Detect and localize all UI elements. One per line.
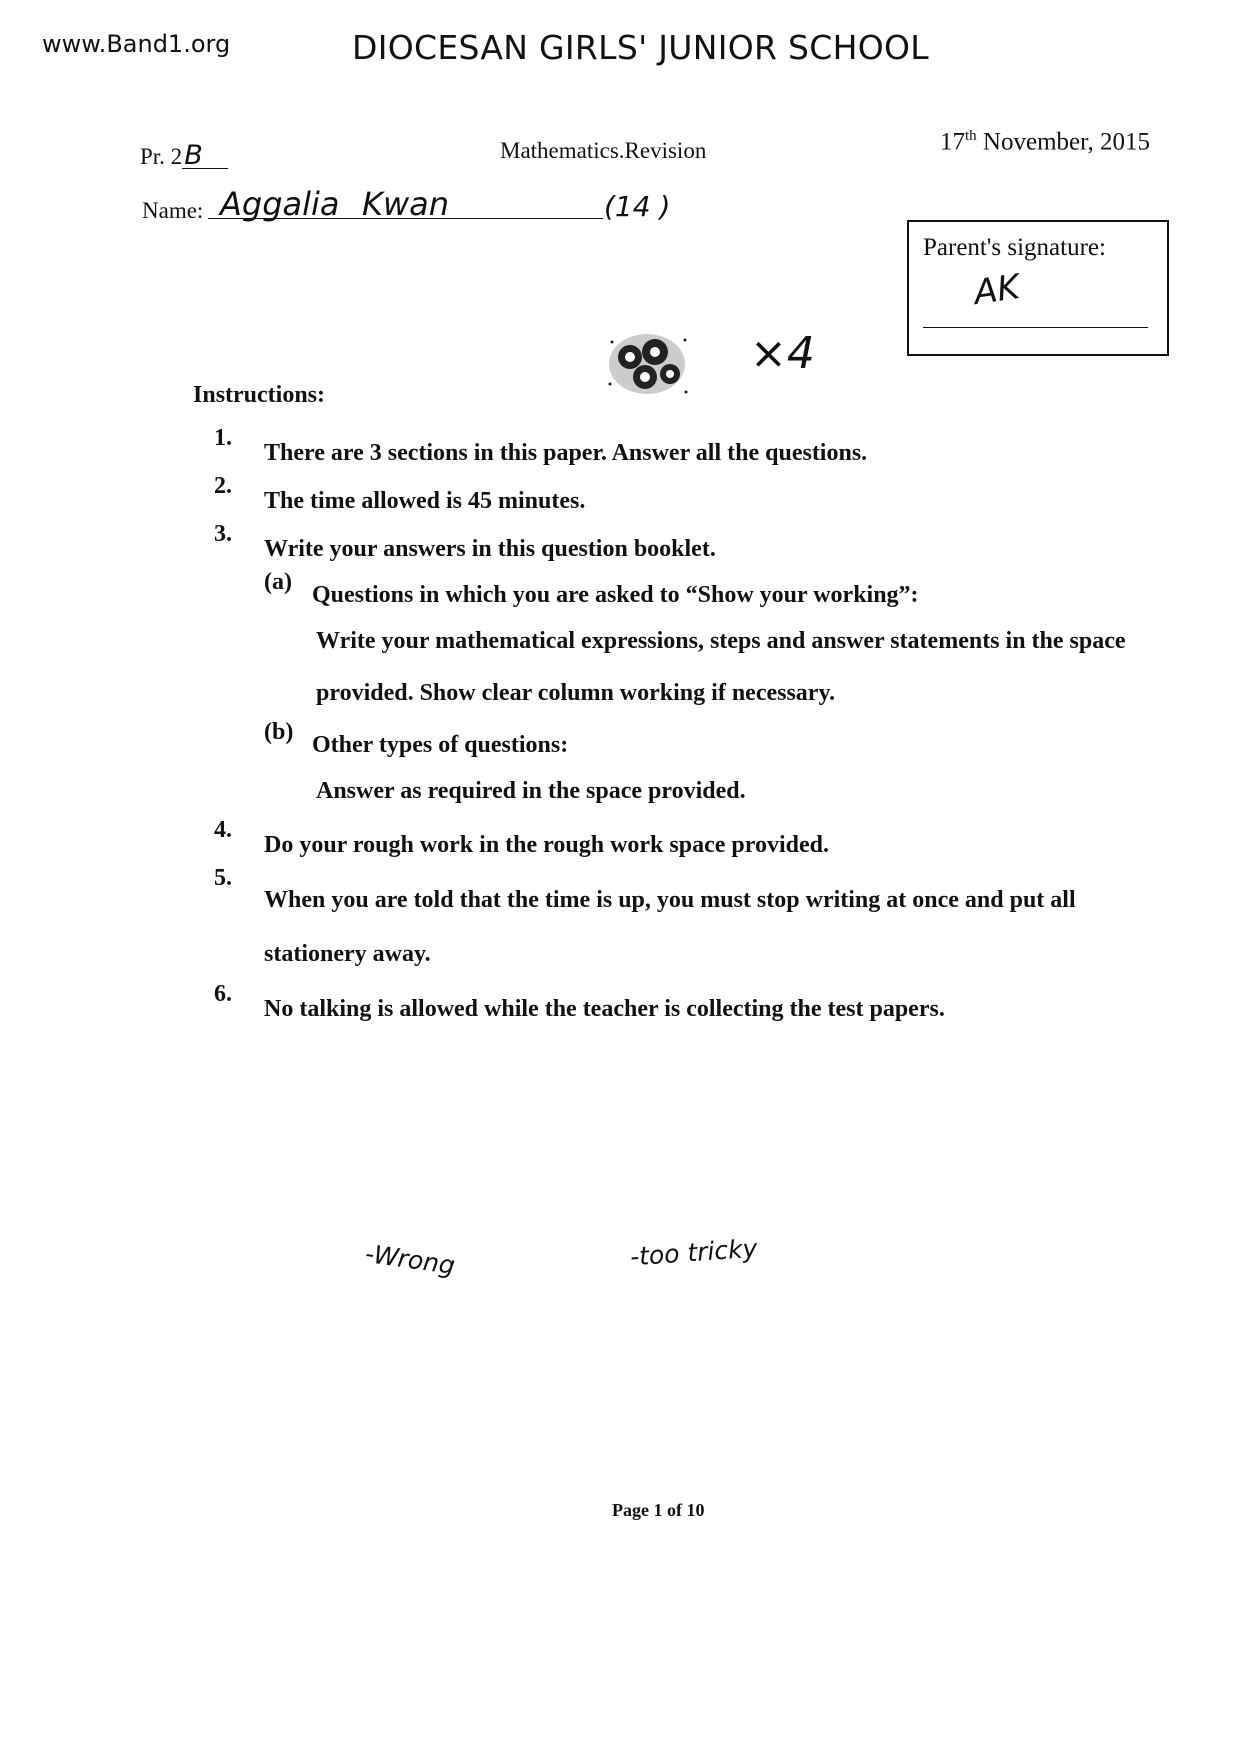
sub-instruction-detail: Answer as required in the space provided. — [316, 778, 746, 804]
instructions-title: Instructions: — [193, 382, 326, 408]
class-number: (14 ) — [604, 190, 671, 223]
sticker-stamp-icon — [600, 322, 695, 404]
instruction-number: 4. — [214, 817, 232, 843]
instruction-text: Do your rough work in the rough work space provided. — [264, 832, 829, 858]
date-suffix: th — [965, 128, 977, 144]
sub-instruction-letter: (b) — [264, 719, 294, 745]
sub-instruction-text: Other types of questions: — [312, 732, 569, 758]
site-watermark: www.Band1.org — [42, 30, 231, 58]
instruction-text: There are 3 sections in this paper. Answer all the questions. — [264, 440, 868, 466]
instruction-item — [214, 521, 1174, 817]
class-label: Pr. 2 — [140, 144, 183, 169]
instruction-number: 2. — [214, 473, 232, 499]
instruction-number: 3. — [214, 521, 232, 547]
instruction-item — [214, 981, 1174, 1029]
instruction-item — [214, 817, 1174, 865]
handwritten-note-wrong: -Wrong — [363, 1238, 457, 1281]
signature-title: Parent's signature: — [923, 234, 1106, 261]
class-value: B — [182, 144, 228, 169]
student-first-name: Aggalia — [220, 185, 340, 223]
date-day: 17 — [940, 128, 965, 156]
instruction-text: The time allowed is 45 minutes. — [264, 488, 586, 514]
page-number: Page 1 of 10 — [612, 1500, 705, 1520]
instruction-text: No talking is allowed while the teacher is collecting the test papers. — [264, 996, 945, 1022]
instruction-item — [214, 865, 1174, 981]
instruction-number: 6. — [214, 981, 232, 1007]
sub-instruction-letter: (a) — [264, 569, 292, 595]
instruction-number: 1. — [214, 425, 232, 451]
exam-date — [940, 128, 1150, 156]
student-last-name: Kwan — [362, 185, 450, 223]
handwritten-note-tricky: -too tricky — [629, 1233, 759, 1272]
instruction-number: 5. — [214, 865, 232, 891]
instruction-item — [214, 473, 1174, 521]
instructions-list — [214, 425, 1174, 1029]
class-field — [140, 140, 228, 171]
signature-line — [923, 327, 1148, 328]
school-name: DIOCESAN GIRLS' JUNIOR SCHOOL — [352, 28, 929, 67]
sub-instruction-text: Questions in which you are asked to “Show your working”: — [312, 582, 919, 608]
sub-instruction-detail: Write your mathematical expressions, steps and answer statements in the space provided. Show clear column working if necessary. — [316, 628, 1126, 706]
sub-instruction — [264, 569, 1174, 719]
score-mark: ×4 — [750, 328, 815, 379]
instruction-item — [214, 425, 1174, 473]
name-label: Name: — [142, 198, 204, 223]
sub-instruction — [264, 719, 1174, 817]
parent-signature-box — [907, 220, 1169, 356]
instruction-text: When you are told that the time is up, you must stop writing at once and put all stationery away. — [264, 887, 1076, 967]
subject-title: Mathematics.Revision — [500, 138, 707, 163]
instruction-text: Write your answers in this question booklet. — [264, 536, 716, 562]
signature-mark: AK — [971, 267, 1023, 313]
date-rest: November, 2015 — [982, 128, 1150, 156]
